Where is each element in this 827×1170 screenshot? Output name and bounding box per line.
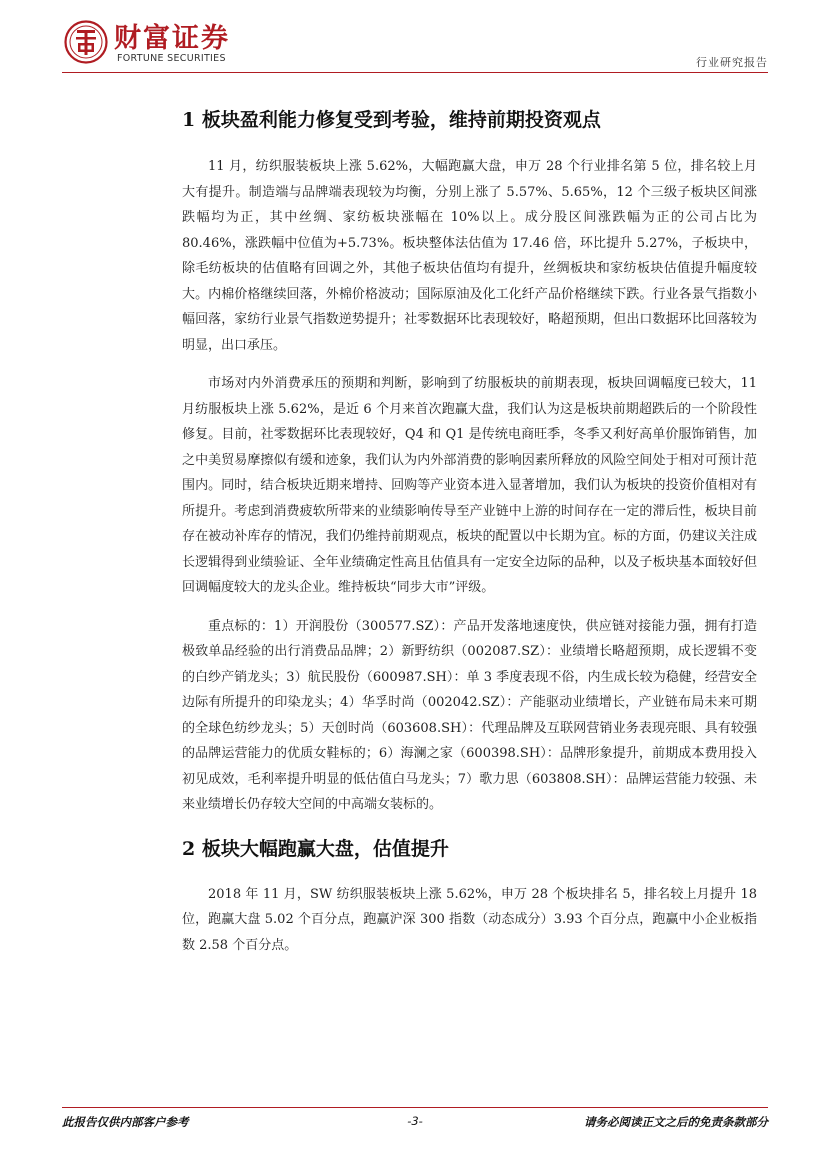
section-heading-2: 2 板块大幅跑赢大盘，估值提升 [182, 837, 449, 860]
footer-divider [62, 1107, 768, 1108]
page-footer [62, 1114, 768, 1134]
footer-notice-right: 请务必阅读正文之后的免责条款部分 [584, 1115, 768, 1129]
paragraph-1-1: 11 月，纺织服装板块上涨 5.62%，大幅跑赢大盘，申万 28 个行业排名第 5 位，排名较上月大有提升。制造端与品牌端表现较为均衡，分别上涨了 5.57%、5.65%，12 个三级子板块区间涨跌幅均为正，其中丝绸、家纺板块涨幅在 10%以上。成分股区间涨跌幅为正的公司占比为 80.46%，涨跌幅中位值为+5.73%。板块整体法估值为 17.46 倍，环比提升 5.27%，子板块中，除毛纺板块的估值略有回调之外，其他子板块估值均有提升，丝绸板块和家纺板块估值提升幅度较大。内棉价格继续回落，外棉价格波动；国际原油及化工化纤产品价格继续下跌。行业各景气指数小幅回落，家纺行业景气指数逆势提升；社零数据环比表现较好，略超预期，但出口数据环比回落较为明显，出口承压。 [182, 159, 757, 353]
header-divider [62, 72, 768, 73]
report-body [182, 103, 757, 971]
report-type-label: 行业研究报告 [696, 56, 768, 69]
brand-name-cn: 财富证券 [114, 23, 230, 54]
page-header [62, 18, 768, 70]
paragraph-1-3: 重点标的：1）开润股份（300577.SZ）：产品开发落地速度快，供应链对接能力强，拥有打造极致单品经验的出行消费品品牌；2）新野纺织（002087.SZ）：业绩增长略超预期，成长逻辑不变的白纱产销龙头；3）航民股份（600987.SH）：单 3 季度表现不俗，内生成长较为稳健，经营安全边际有所提升的印染龙头；4）华孚时尚（002042.SZ）：产能驱动业绩增长，产业链布局未来可期的全球色纺纱龙头；5）天创时尚（603608.SH）：代理品牌及互联网营销业务表现亮眼、具有较强的品牌运营能力的优质女鞋标的；6）海澜之家（600398.SH）：品牌形象提升，前期成本费用投入初见成效，毛利率提升明显的低估值白马龙头；7）歌力思（603808.SH）：品牌运营能力较强、未来业绩增长仍存较大空间的中高端女装标的。 [182, 618, 757, 812]
page-number: -3- [407, 1114, 423, 1128]
section-heading-1: 1 板块盈利能力修复受到考验，维持前期投资观点 [182, 109, 601, 131]
paragraph-1-2: 市场对内外消费承压的预期和判断，影响到了纺服板块的前期表现，板块回调幅度已较大，11 月纺服板块上涨 5.62%，是近 6 个月来首次跑赢大盘，我们认为这是板块前期超跌后的一个阶段性修复。目前，社零数据环比表现较好，Q4 和 Q1 是传统电商旺季，冬季又利好高单价服饰销售，加之中美贸易摩擦似有缓和迹象，我们认为内外部消费的影响因素所释放的风险空间处于相对可预计范围内。同时，结合板块近期来增持、回购等产业资本进入显著增加，我们认为板块的投资价值相对有所提升。考虑到消费疲软所带来的业绩影响传导至产业链中上游的时间存在一定的滞后性，板块目前存在被动补库存的情况，我们仍维持前期观点，板块的配置以中长期为宜。标的方面，仍建议关注成长逻辑得到业绩验证、全年业绩确定性高且估值具有一定安全边际的品种，以及子板块基本面较好但回调幅度较大的龙头企业。维持板块“同步大市”评级。 [182, 376, 757, 595]
paragraph-2-1: 2018 年 11 月，SW 纺织服装板块上涨 5.62%，申万 28 个板块排名 5，排名较上月提升 18 位，跑赢大盘 5.02 个百分点，跑赢沪深 300 指数（动态成分）3.93 个百分点，跑赢中小企业板指数 2.58 个百分点。 [182, 886, 757, 953]
fortune-logo-icon [64, 20, 108, 64]
footer-notice-left: 此报告仅供内部客户参考 [62, 1115, 189, 1129]
brand-name-en: FORTUNE SECURITIES [117, 53, 226, 64]
